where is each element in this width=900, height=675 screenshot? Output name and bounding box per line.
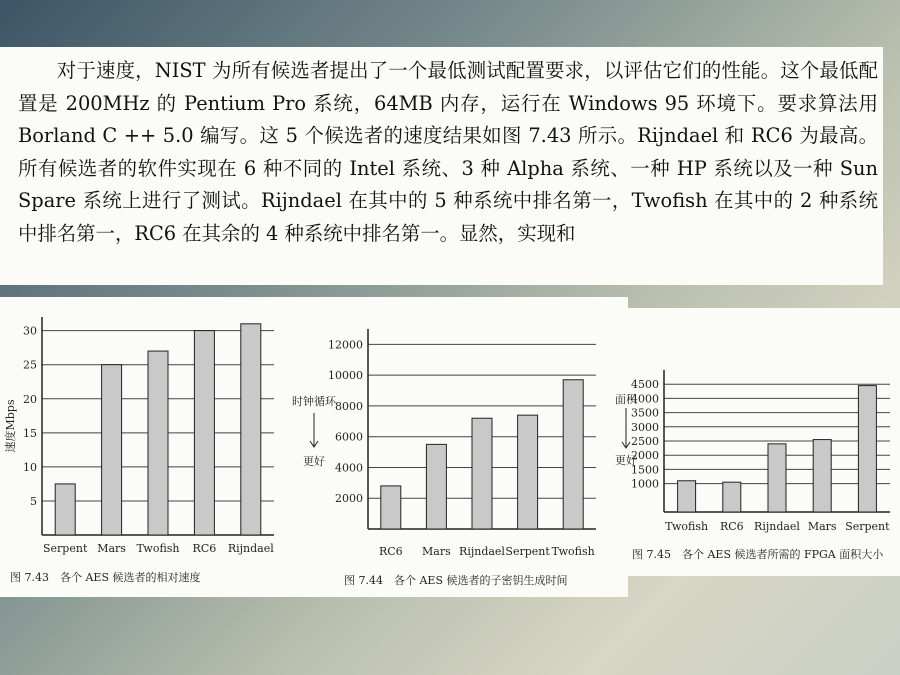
category-label: Rijndael (754, 520, 800, 533)
y-tick-label: 20 (23, 392, 37, 406)
y-axis-label: 速度Mbps (4, 399, 17, 453)
bar (55, 484, 75, 535)
chart-subkey-time-svg (278, 297, 628, 597)
bar (102, 365, 122, 535)
y-axis-label: 面积 (615, 393, 637, 406)
y-tick-label: 12000 (328, 338, 363, 352)
body-paragraph: 对于速度，NIST 为所有候选者提出了一个最低测试配置要求，以评估它们的性能。这个最低配置是 200MHz 的 Pentium Pro 系统，64MB 内存，运行在 Windows 95 环境下。要求算法用 Borland C ++ 5.0 编写。这 5 个候选者的速度结果如图 7.43 所示。Rijndael 和 RC6 为最高。所有候选者的软件实现在 6 种不同的 Intel 系统、3 种 Alpha 系统、一种 HP 系统以及一种 Sun Spare 系统上进行了测试。Rijndael 在其中的 5 种系统中排名第一，Twofish 在其中的 2 种系统中排名第一，RC6 在其余的 4 种系统中排名第一。显然，实现和 (18, 59, 878, 245)
y-tick-label: 2500 (631, 435, 659, 448)
category-label: Mars (422, 545, 451, 558)
chart-subkey-time (278, 297, 628, 597)
category-label: Twofish (551, 545, 595, 558)
y-tick-label: 2000 (631, 449, 659, 463)
y-tick-label: 5 (30, 494, 37, 508)
y-tick-label: 6000 (335, 430, 363, 444)
figure-caption: 图 7.43 各个 AES 候选者的相对速度 (10, 571, 201, 584)
category-label: Serpent (505, 545, 550, 558)
figure-caption: 图 7.45 各个 AES 候选者所需的 FPGA 面积大小 (632, 548, 884, 561)
bar (678, 481, 696, 512)
bar (813, 440, 831, 512)
better-label: 更好 (303, 455, 325, 468)
y-tick-label: 25 (23, 358, 37, 372)
chart-relative-speed (0, 297, 284, 597)
category-label: Rijndael (227, 542, 274, 555)
category-label: RC6 (378, 545, 403, 558)
bar (241, 324, 261, 535)
y-tick-label: 1000 (631, 477, 659, 491)
y-axis-label: 时钟循环 (292, 395, 336, 408)
bar (194, 331, 214, 535)
bar (723, 482, 741, 512)
category-label: RC6 (192, 542, 217, 555)
bar (563, 380, 583, 529)
category-label: Twofish (665, 520, 709, 533)
chart-relative-speed-svg (0, 297, 284, 597)
category-label: Twofish (136, 542, 180, 555)
better-label: 更好 (615, 454, 637, 467)
category-label: RC6 (719, 520, 744, 533)
category-label: Serpent (845, 520, 890, 533)
category-label: Mars (807, 520, 837, 533)
y-tick-label: 4500 (631, 378, 659, 392)
category-label: Mars (97, 542, 126, 555)
y-tick-label: 30 (23, 324, 37, 338)
bar (768, 444, 786, 512)
bar (148, 351, 168, 535)
y-tick-label: 15 (23, 426, 37, 440)
figure-caption: 图 7.44 各个 AES 候选者的子密钥生成时间 (344, 574, 568, 587)
y-tick-label: 8000 (335, 399, 363, 413)
bar (426, 444, 446, 529)
y-tick-label: 4000 (335, 461, 363, 475)
y-tick-label: 10000 (328, 369, 363, 383)
y-tick-label: 3500 (631, 406, 659, 420)
bar (518, 415, 538, 529)
chart-fpga-area (615, 308, 900, 576)
category-label: Rijndael (459, 545, 505, 558)
bar (472, 418, 492, 529)
category-label: Serpent (43, 542, 88, 555)
y-tick-label: 10 (23, 460, 37, 474)
y-tick-label: 1500 (631, 463, 659, 477)
y-tick-label: 2000 (335, 492, 363, 506)
bar (381, 486, 401, 529)
bar (858, 386, 876, 512)
text-panel (0, 47, 883, 285)
chart-fpga-area-svg (615, 308, 900, 576)
y-tick-label: 3000 (631, 420, 659, 434)
y-tick-label: 4000 (631, 392, 659, 406)
